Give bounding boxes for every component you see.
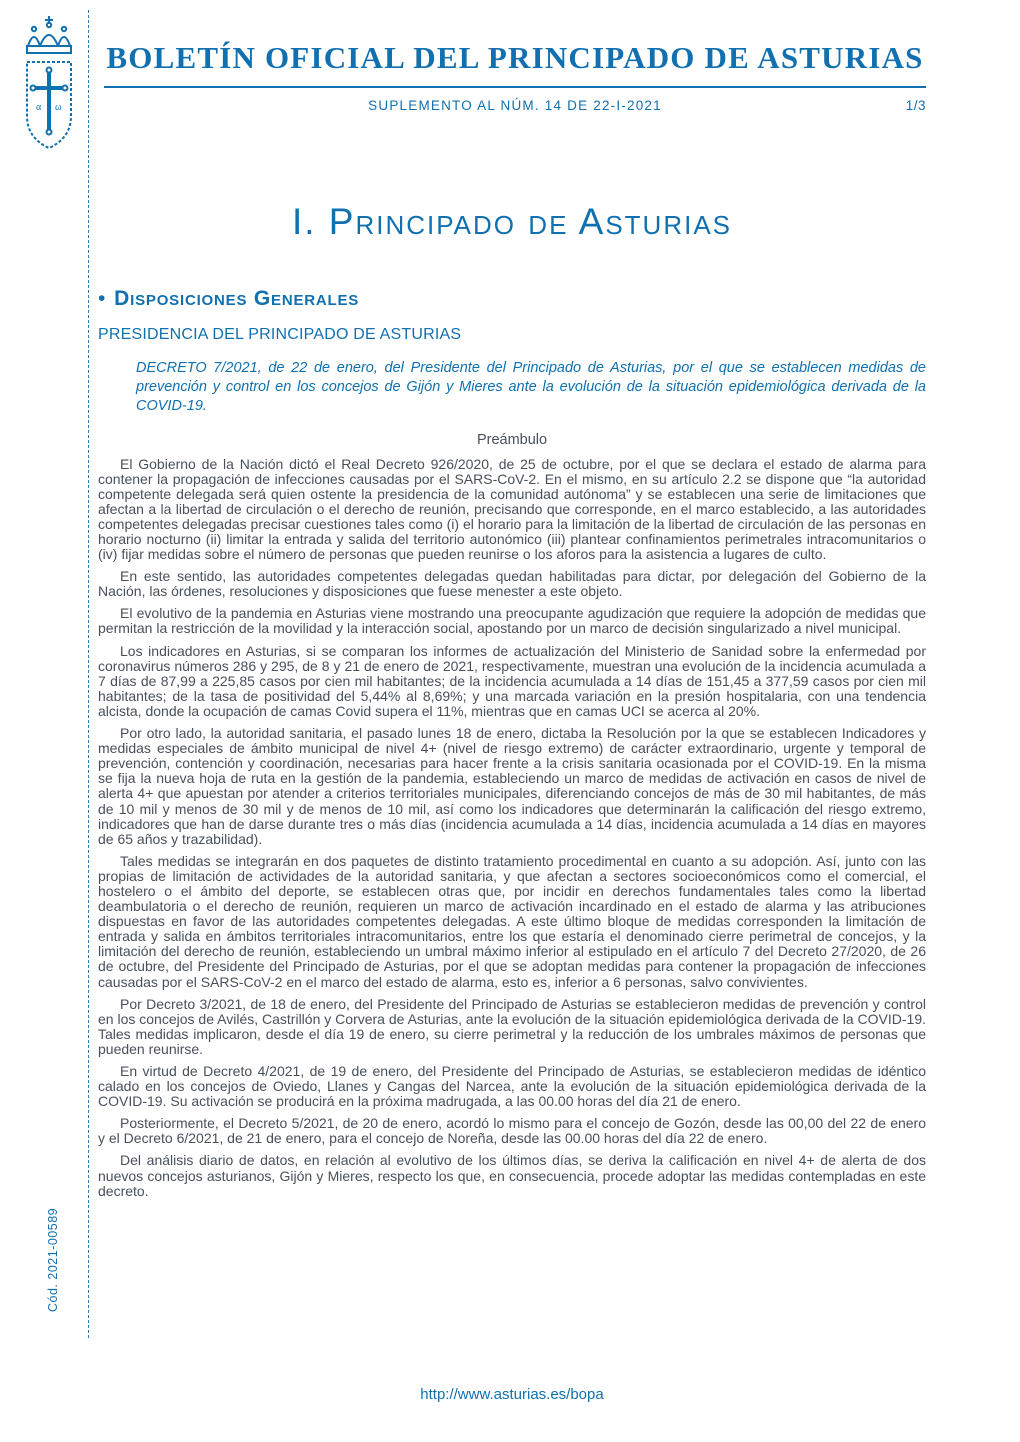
svg-text:α: α xyxy=(36,102,42,113)
header-text xyxy=(104,0,926,113)
bulletin-title: BOLETÍN OFICIAL DEL PRINCIPADO DE ASTURIAS xyxy=(106,40,924,75)
header-subline xyxy=(104,98,926,113)
header xyxy=(0,0,1020,113)
subsection-heading xyxy=(98,287,926,311)
asturias-coat-of-arms-icon xyxy=(12,12,86,154)
decree-summary: DECRETO 7/2021, de 22 de enero, del Presidente del Principado de Asturias, por el que se establecen medidas de prevención y control en los concejos de Gijón y Mieres ante la evolución de la situación epidemiológica derivada de la COVID-19. xyxy=(136,360,926,414)
paragraph: Por otro lado, la autoridad sanitaria, el pasado lunes 18 de enero, dictaba la Resolución por la que se establecen Indicadores y medidas especiales de ámbito municipal de nivel 4+ (nivel de riesgo extremo) de carácter extraordinario, urgente y temporal de prevención, contención y coordinación, necesarias para hacer frente a la crisis sanitaria ocasionada por el COVID-19. En la misma se fija la nueva hoja de ruta en la gestión de la pandemia, estableciendo un marco de medidas de activación en casos de nivel de alerta 4+ que apuestan por atender a criterios territoriales municipales, diferenciando concejos de más de 30 mil habitantes, de más de 10 mil y menos de 30 mil y de menos de 10 mil, así como los indicadores que determinarán la calificación del riesgo extremo, indicadores que han de darse durante tres o más días (incidencia acumulada a 14 días, incidencia acumulada a 14 días en mayores de 65 años y trazabilidad). xyxy=(98,725,926,847)
paragraph: En virtud de Decreto 4/2021, de 19 de enero, del Presidente del Principado de Asturias, se establecieron medidas de idéntico calado en los concejos de Oviedo, Llanes y Cangas del Narcea, ante la evolución de la situación epidemiológica derivada de la COVID-19. Su activación se producirá en la próxima madrugada, a las 00.00 horas del día 21 de enero. xyxy=(98,1063,926,1110)
document-body xyxy=(98,201,926,1199)
svg-text:ω: ω xyxy=(55,102,62,113)
authority-heading: PRESIDENCIA DEL PRINCIPADO DE ASTURIAS xyxy=(98,326,462,343)
paragraph: Por Decreto 3/2021, de 18 de enero, del Presidente del Principado de Asturias se establecieron medidas de prevención y control en los concejos de Avilés, Castrillón y Corvera de Asturias, ante la evolución de la situación epidemiológica derivada de la COVID-19. Tales medidas implicaron, desde el día 19 de enero, su cierre perimetral y la reducción de los umbrales máximos de personas que pueden reunirse. xyxy=(98,995,926,1057)
paragraph: Del análisis diario de datos, en relación al evolutivo de los últimos días, se deriva la calificación en nivel 4+ de alerta de dos nuevos concejos asturianos, Gijón y Mieres, respecto los que, en consecuencia, procede adoptar las medidas contempladas en este decreto. xyxy=(98,1152,926,1199)
page-indicator: 1/3 xyxy=(905,98,926,113)
paragraph: Tales medidas se integrarán en dos paquetes de distinto tratamiento procedimental en cuanto a su adopción. Así, junto con las propias de limitación de actividades de la autoridad sanitaria, y que afectan a sectores socioeconómicos como el comercial, el hostelero o el ámbito del deporte, se establecen otras que, por incidir en derechos fundamentales tales como la libertad deambulatoria o el derecho de reunión, requieren un marco de activación incardinado en el estado de alarma y las atribuciones dispuestas en favor de las autoridades competentes delegadas. A este último bloque de medidas corresponden la limitación de entrada y salida en ámbitos territoriales intracomunitarios, entre los que estaría el denominado cierre perimetral de concejos, y la limitación del derecho de reunión, estableciendo un umbral máximo inferior al estipulado en el artículo 7 del Decreto 27/2020, de 26 de octubre, del Presidente del Principado de Asturias, por el que se adoptan medidas para contener la propagación de infecciones causadas por el SARS-CoV-2 en el marco del estado de alarma, esto es, inferior a 6 personas, salvo convivientes. xyxy=(98,852,926,990)
document-code: Cód. 2021-00589 xyxy=(46,1207,60,1312)
paragraph: El Gobierno de la Nación dictó el Real Decreto 926/2020, de 25 de octubre, por el que se declara el estado de alarma para contener la propagación de infecciones causadas por el SARS-CoV-2. En el mismo, en su artículo 2.2 se dispone que “la autoridad competente delegada será quien ostente la presidencia de la comunidad autónoma” y se establecen una serie de limitaciones que afectan a la libertad de circulación o el derecho de reunión, precisando que corresponde, en el marco establecido, a las autoridades competentes delegadas precisar cuestiones tales como (i) el horario para la limitación de la libertad de circulación de las personas en horario nocturno (ii) limitar la entrada y salida del territorio autonómico (iii) plantear confinamientos perimetrales intracomunitarios o (iv) fijar medidas sobre el número de personas que pueden reunirse o los aforos para la asistencia a lugares de culto. xyxy=(98,455,927,563)
paragraph: En este sentido, las autoridades competentes delegadas quedan habilitadas para dictar, por delegación del Gobierno de la Nación, las órdenes, resoluciones y disposiciones que fuese menester a este objeto. xyxy=(98,568,926,600)
left-margin-rule xyxy=(88,10,89,1338)
bopa-url-link[interactable]: http://www.asturias.es/bopa xyxy=(420,1386,604,1403)
preamble-heading: Preámbulo xyxy=(476,431,548,448)
subsection-label: Disposiciones Generales xyxy=(114,287,360,310)
bullet-icon: • xyxy=(98,287,107,310)
paragraph: Posteriormente, el Decreto 5/2021, de 20 de enero, acordó lo mismo para el concejo de Gozón, desde las 00,00 del 22 de enero y el Decreto 6/2021, de 21 de enero, para el concejo de Noreña, desde las 00.00 horas del día 22 de enero. xyxy=(98,1115,926,1147)
paragraph: Los indicadores en Asturias, si se comparan los informes de actualización del Ministerio de Sanidad sobre la enfermedad por coronavirus números 286 y 295, de 8 y 21 de enero de 2021, respectivamente, muestran una evolución de la incidencia acumulada a 7 días de 87,99 a 225,85 casos por cien mil habitantes; de la incidencia acumulada a 14 días de 151,45 a 377,59 casos por cien mil habitantes; de la tasa de positividad del 5,44% al 8,69%; y una marcada variación en la presión hospitalaria, con una tendencia alcista, donde la ocupación de camas Covid supera el 11%, mientras que en camas UCI se acerca al 20%. xyxy=(98,642,926,719)
header-rule xyxy=(104,86,926,88)
supplement-line: SUPLEMENTO AL NÚM. 14 DE 22-I-2021 xyxy=(368,98,662,113)
footer xyxy=(98,1386,926,1404)
section-title: I. Principado de Asturias xyxy=(291,201,733,242)
paragraph: El evolutivo de la pandemia en Asturias viene mostrando una preocupante agudización que requiere la adopción de medidas que permitan la restricción de la movilidad y la interacción social, apostando por un marco de decisión singularizado a nivel municipal. xyxy=(98,605,926,637)
